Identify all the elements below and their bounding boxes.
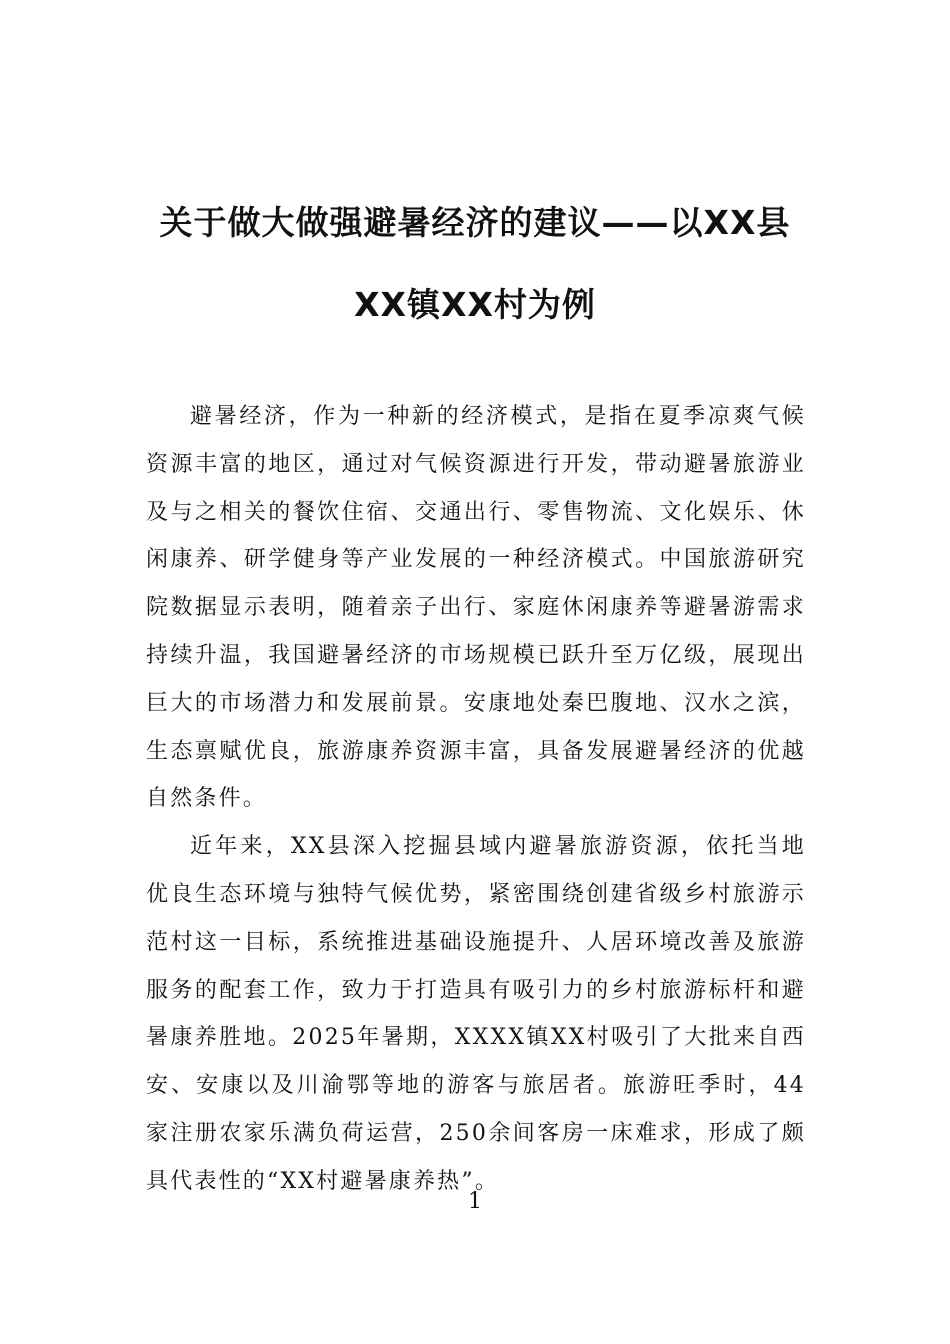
paragraph: 避暑经济，作为一种新的经济模式，是指在夏季凉爽气候资源丰富的地区，通过对气候资源进行开发，带动避暑旅游业及与之相关的餐饮住宿、交通出行、零售物流、文化娱乐、休闲康养、研学健身等产业发展的一种经济模式。中国旅游研究院数据显示表明，随着亲子出行、家庭休闲康养等避暑游需求持续升温，我国避暑经济的市场规模已跃升至万亿级，展现出巨大的市场潜力和发展前景。安康地处秦巴腹地、汉水之滨，生态禀赋优良，旅游康养资源丰富，具备发展避暑经济的优越自然条件。 — [146, 404, 806, 812]
paragraph: 近年来，XX县深入挖掘县域内避暑旅游资源，依托当地优良生态环境与独特气候优势，紧密围绕创建省级乡村旅游示范村这一目标，系统推进基础设施提升、人居环境改善及旅游服务的配套工作，致力于打造具有吸引力的乡村旅游标杆和避暑康养胜地。2025年暑期，XXXX镇XX村吸引了大批来自西安、安康以及川渝鄂等地的游客与旅居者。旅游旺季时，44家注册农家乐满负荷运营，250余间客房一床难求，形成了颇具代表性的“XX村避暑康养热”。 — [146, 834, 806, 1194]
title-line-1: 关于做大做强避暑经济的建议——以XX县 — [159, 203, 791, 242]
document-title — [120, 182, 830, 346]
page-number: 1 — [468, 1189, 482, 1214]
document-body — [146, 393, 806, 1206]
title-line-2: XX镇XX村为例 — [354, 285, 596, 324]
